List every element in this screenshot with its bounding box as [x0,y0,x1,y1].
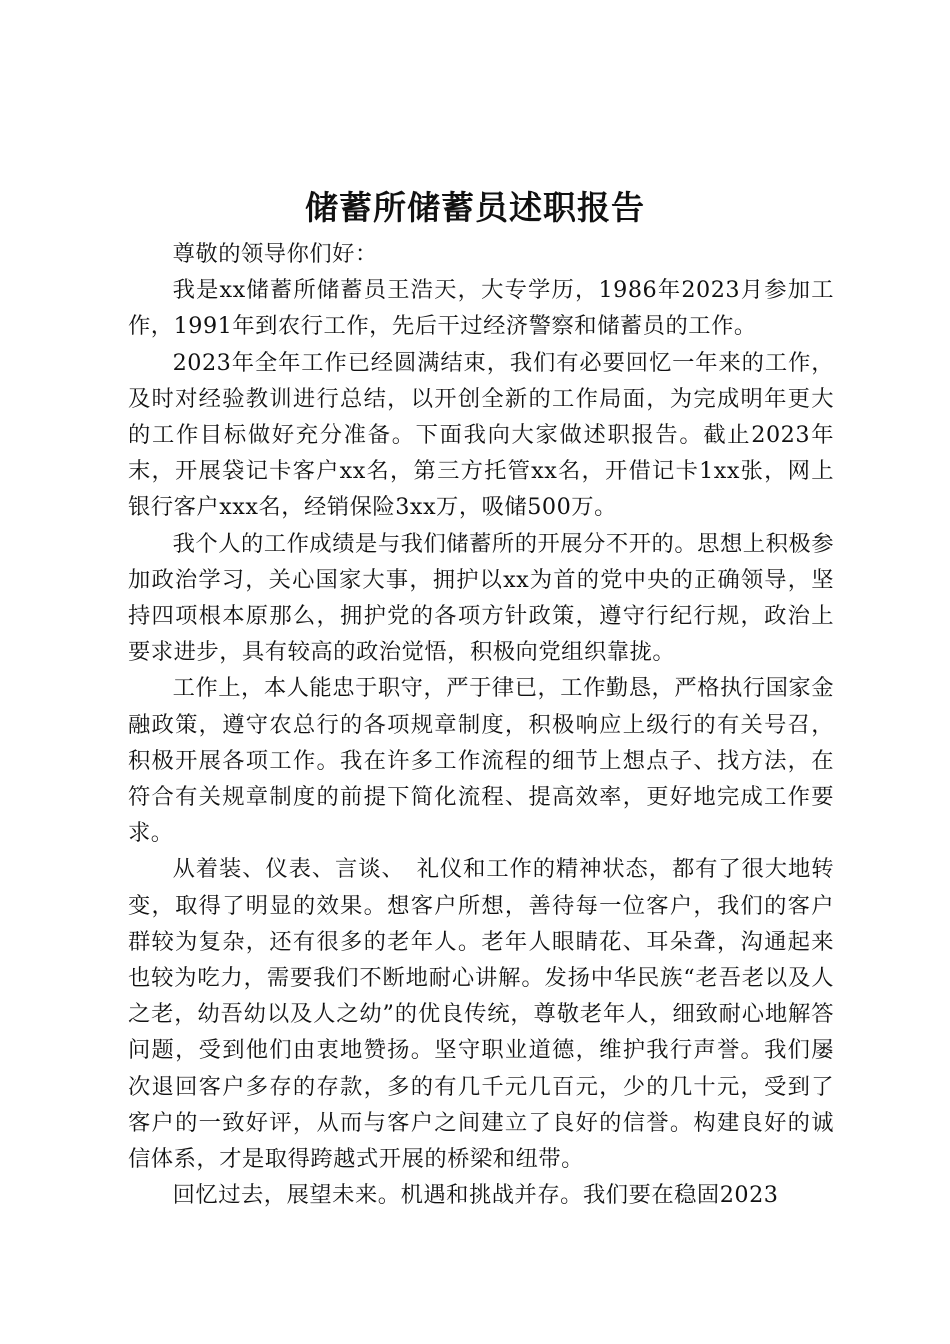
paragraph-intro: 我是xx储蓄所储蓄员王浩天，大专学历，1986年2023月参加工作，1991年到农行工作，先后干过经济警察和储蓄员的工作。 [128,277,834,340]
document-body [128,236,834,1213]
paragraph-summary: 2023年全年工作已经圆满结束，我们有必要回忆一年来的工作，及时对经验教训进行总结，以开创全新的工作局面，为完成明年更大的工作目标做好充分准备。下面我向大家做述职报告。截止2023年末，开展袋记卡客户xx名，第三方托管xx名，开借记卡1xx张，网上银行客户xxx名，经销保险3xx万，吸储500万。 [128,349,834,521]
paragraph-outlook: 回忆过去，展望未来。机遇和挑战并存。我们要在稳固2023 [172,1182,779,1209]
paragraph-service: 从着装、仪表、言谈、 礼仪和工作的精神状态，都有了很大地转变，取得了明显的效果。想客户所想，善待每一位客户，我们的客户群较为复杂，还有很多的老年人。老年人眼睛花、耳朵聋，沟通起来也较为吃力，需要我们不断地耐心讲解。发扬中华民族“老吾老以及人之老，幼吾幼以及人之幼”的优良传统，尊敬老年人，细致耐心地解答问题，受到他们由衷地赞扬。坚守职业道德，维护我行声誉。我们屡次退回客户多存的存款，多的有几千元几百元，少的几十元，受到了客户的一致好评，从而与客户之间建立了良好的信誉。构建良好的诚信体系，才是取得跨越式开展的桥梁和纽带。 [128,856,834,1173]
paragraph-ideology: 我个人的工作成绩是与我们储蓄所的开展分不开的。思想上积极参加政治学习，关心国家大事，拥护以xx为首的党中央的正确领导，坚持四项根本原那么，拥护党的各项方针政策，遵守行纪行规，政治上要求进步，具有较高的政治觉悟，积极向党组织靠拢。 [128,530,834,666]
salutation: 尊敬的领导你们好： [172,241,378,267]
document-title: 储蓄所储蓄员述职报告 [305,188,645,227]
paragraph-work: 工作上，本人能忠于职守，严于律已，工作勤恳，严格执行国家金融政策，遵守农总行的各项规章制度，积极响应上级行的有关号召，积极开展各项工作。我在许多工作流程的细节上想点子、找方法，在符合有关规章制度的前提下简化流程、提高效率，更好地完成工作要求。 [128,675,834,847]
